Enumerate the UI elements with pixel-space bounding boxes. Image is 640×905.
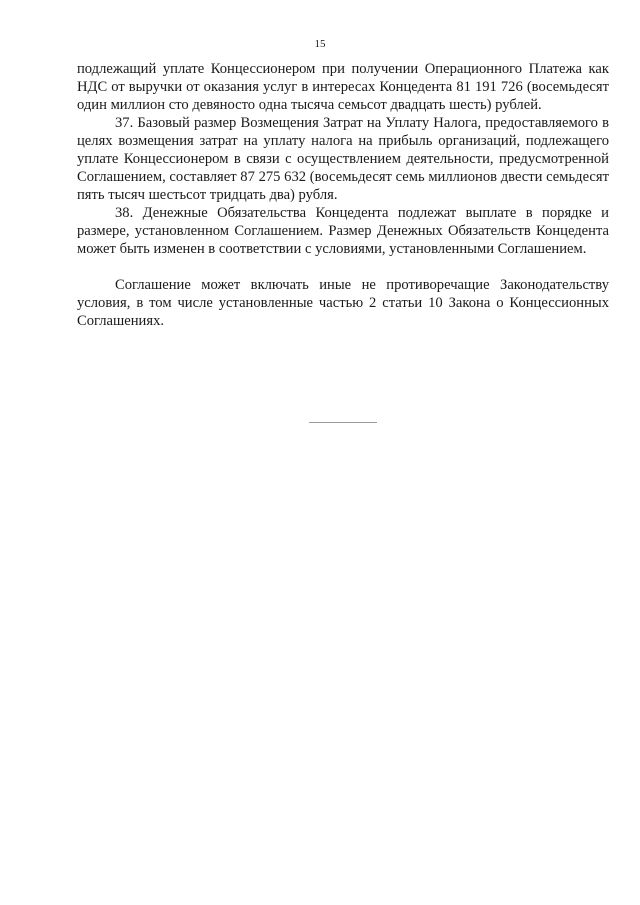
paragraph-closing: Соглашение может включать иные не противоречащие Законодательству условия, в том числе установленные частью 2 статьи 10 Закона о Концессионных Соглашениях. bbox=[77, 277, 609, 329]
paragraph-continuation: подлежащий уплате Концессионером при получении Операционного Платежа как НДС от выручки от оказания услуг в интересах Концедента 81 191 726 (восемьдесят один миллион сто девяносто одна тысяча семьсот двадцать шесть) рублей. bbox=[77, 61, 609, 113]
end-divider bbox=[309, 422, 377, 423]
paragraph-38: 38. Денежные Обязательства Концедента подлежат выплате в порядке и размере, установленном Соглашением. Размер Денежных Обязательств Концедента может быть изменен в соответствии с условиями, установленными Соглашением. bbox=[77, 205, 609, 257]
paragraph-37: 37. Базовый размер Возмещения Затрат на Уплату Налога, предоставляемого в целях возмещения затрат на уплату налога на прибыль организаций, подлежащего уплате Концессионером в связи с осуществлением деятельности, предусмотренной Соглашением, составляет 87 275 632 (восемьдесят семь миллионов двести семьдесят пять тысяч шестьсот тридцать два) рубля. bbox=[77, 115, 609, 203]
document-body bbox=[77, 60, 609, 330]
page-number: 15 bbox=[314, 38, 326, 50]
